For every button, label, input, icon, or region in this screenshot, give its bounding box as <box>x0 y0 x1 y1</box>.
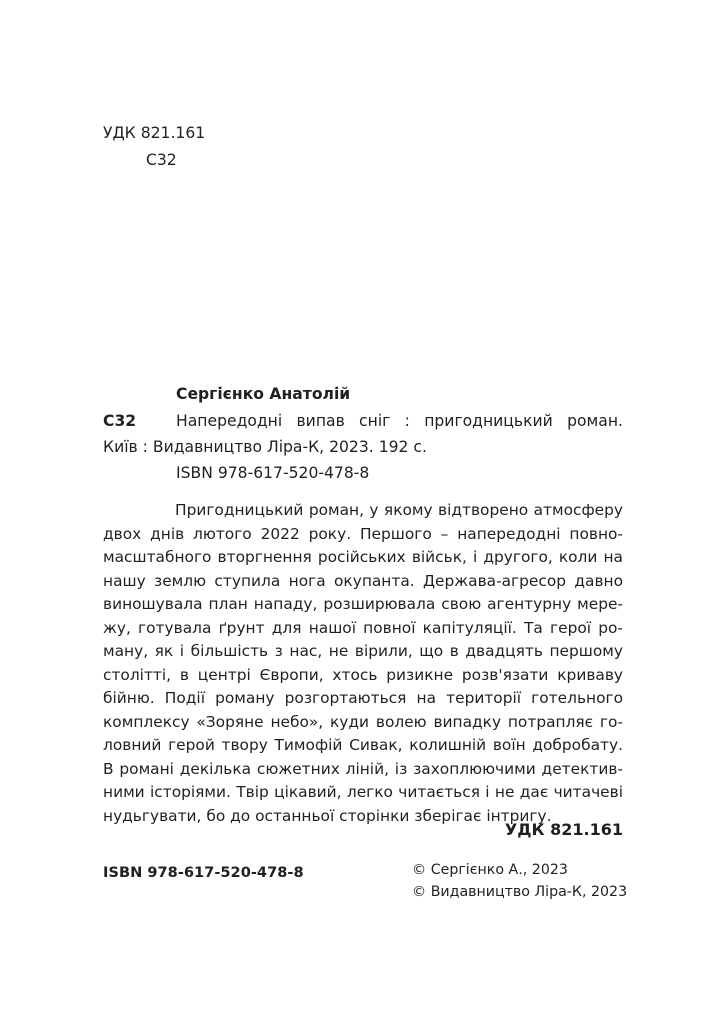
abstract-line: В романі декілька сюжетних ліній, із захоплюючими детектив- <box>103 759 623 778</box>
copyright-publisher: © Видавництво Ліра-К, 2023 <box>412 884 628 900</box>
author-mark-top: С32 <box>146 151 177 169</box>
abstract-line: бійню. Події роману розгортаються на території готельного <box>103 689 623 707</box>
abstract-line: нашу землю ступила нога окупанта. Держава-агресор давно <box>103 571 623 590</box>
abstract-line: комплексу «Зоряне небо», куди волею випадку потрапляє го- <box>103 712 623 731</box>
abstract-line: двох днів лютого 2022 року. Першого – напередодні повно- <box>103 524 623 543</box>
isbn-bottom: ISBN 978-617-520-478-8 <box>103 864 304 881</box>
catalog-publication-line: Київ : Видавництво Ліра-К, 2023. 192 с. <box>103 438 427 456</box>
abstract-line: ними історіями. Твір цікавий, легко читається і не дає читачеві <box>103 783 623 801</box>
abstract-line: виношувала план нападу, розширювала свою агентурну мере- <box>103 595 623 613</box>
udk-code-bottom: УДК 821.161 <box>504 820 623 839</box>
abstract-line: ловний герой твору Тимофій Сивак, колишній воїн добробату. <box>103 736 623 754</box>
abstract-line: ману, як і більшість з нас, не вірили, що в двадцять першому <box>103 642 623 660</box>
abstract-line: нудьгувати, бо до останньої сторінки зберігає інтригу. <box>103 806 552 825</box>
abstract-line: Пригодницький роман, у якому відтворено атмосферу <box>175 501 623 519</box>
abstract-line: масштабного вторгнення російських військ, і другого, коли на <box>103 548 623 566</box>
catalog-isbn: ISBN 978-617-520-478-8 <box>176 464 370 482</box>
copyright-author: © Сергієнко А., 2023 <box>412 862 568 878</box>
book-abstract <box>103 499 623 828</box>
udk-code-top: УДК 821.161 <box>103 124 206 142</box>
catalog-author: Сергієнко Анатолій <box>176 385 351 403</box>
catalog-title-line: Напередодні випав сніг : пригодницький роман. <box>176 412 623 430</box>
abstract-line: жу, готувала ґрунт для нашої повної капітуляції. Та герої ро- <box>103 618 623 637</box>
abstract-line: столітті, в центрі Європи, хтось ризикне розв'язати криваву <box>103 665 623 684</box>
catalog-author-mark: С32 <box>103 412 137 430</box>
